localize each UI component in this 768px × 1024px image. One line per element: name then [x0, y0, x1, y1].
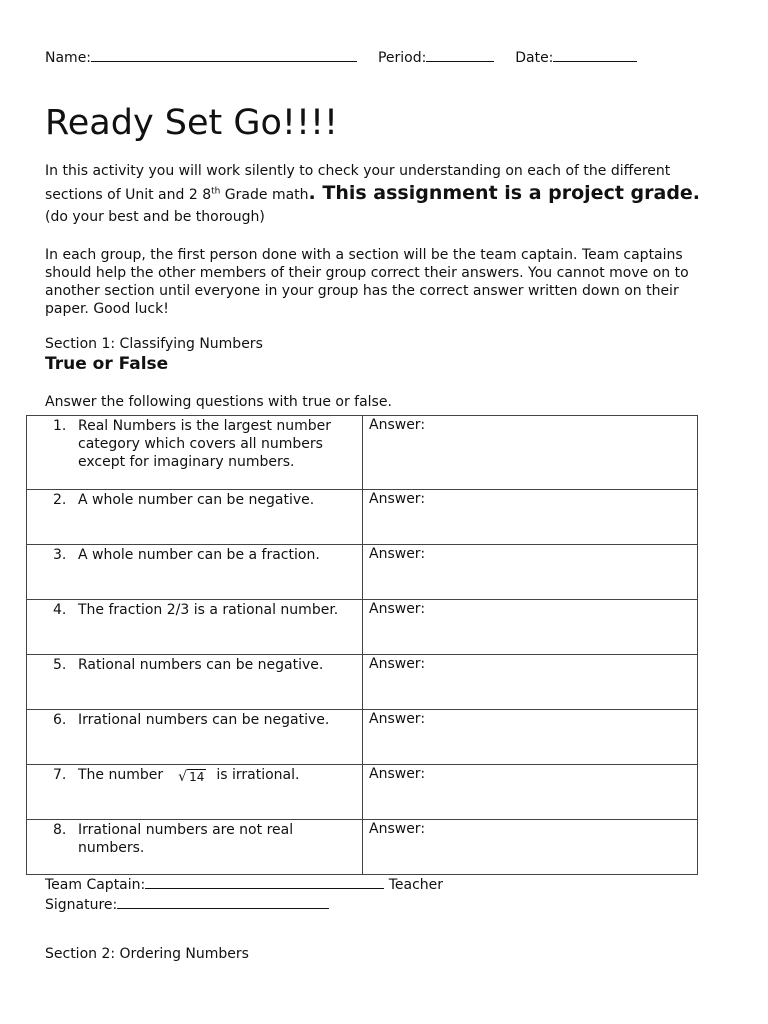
header-fields: [45, 47, 637, 66]
question-text: The fraction 2/3 is a rational number.: [78, 602, 339, 618]
teacher-label: Teacher: [388, 877, 444, 893]
square-root-expression: [178, 768, 206, 786]
question-number: 3.: [53, 547, 67, 563]
intro-paragraph: [45, 160, 725, 228]
team-captain-instructions: In each group, the first person done with a section will be the team captain. Team captains should help the other members of their group correct their answers. You cannot move on to another section until everyone in your group has the correct answer written down on their paper. Good luck!: [45, 247, 689, 317]
radicand: 14: [189, 770, 205, 784]
question-text-before: The number: [78, 767, 164, 783]
answer-label: Answer:: [369, 656, 426, 672]
radical-sign-icon: √: [178, 769, 188, 785]
name-blank[interactable]: [91, 47, 357, 62]
intro-note: (do your best and be thorough): [45, 209, 265, 225]
true-false-table: [26, 415, 698, 875]
answer-cell[interactable]: [363, 765, 698, 820]
table-row: [27, 545, 698, 600]
intro-superscript: th: [211, 186, 221, 197]
question-number: 4.: [53, 602, 67, 618]
project-grade-notice: . This assignment is a project grade.: [308, 182, 701, 204]
name-label: Name:: [45, 50, 92, 66]
question-text: Irrational numbers are not real numbers.: [78, 822, 294, 856]
question-text: A whole number can be negative.: [78, 492, 315, 508]
period-blank[interactable]: [426, 47, 494, 62]
answer-label: Answer:: [369, 546, 426, 562]
table-row: [27, 765, 698, 820]
signature-blank[interactable]: [117, 894, 329, 909]
signature-label: Signature:: [45, 897, 118, 913]
question-number: 6.: [53, 712, 67, 728]
table-row: [27, 416, 698, 490]
section1-instructions: Answer the following questions with true or false.: [45, 394, 392, 410]
team-captain-label: Team Captain:: [45, 877, 146, 893]
question-text: Real Numbers is the largest number category which covers all numbers except for imaginary numbers.: [78, 418, 332, 470]
table-row: [27, 820, 698, 875]
question-text: A whole number can be a fraction.: [78, 547, 320, 563]
answer-label: Answer:: [369, 766, 426, 782]
answer-cell[interactable]: [363, 545, 698, 600]
date-label: Date:: [515, 50, 554, 66]
answer-label: Answer:: [369, 601, 426, 617]
answer-cell[interactable]: [363, 820, 698, 875]
question-number: 5.: [53, 657, 67, 673]
intro-text-1: In this activity you will work silently to check your understanding on each of the different sections of Unit and 2 8: [45, 163, 671, 203]
table-row: [27, 490, 698, 545]
answer-cell[interactable]: [363, 416, 698, 490]
table-row: [27, 710, 698, 765]
answer-label: Answer:: [369, 491, 426, 507]
question-text: Rational numbers can be negative.: [78, 657, 324, 673]
answer-label: Answer:: [369, 711, 426, 727]
team-captain-signature: [45, 874, 695, 914]
table-row: [27, 655, 698, 710]
page-title: Ready Set Go!!!!: [45, 103, 339, 143]
answer-cell[interactable]: [363, 655, 698, 710]
question-text-after: is irrational.: [216, 767, 300, 783]
team-captain-blank[interactable]: [145, 874, 384, 889]
question-number: 2.: [53, 492, 67, 508]
question-number: 1.: [53, 418, 67, 434]
answer-label: Answer:: [369, 821, 426, 837]
answer-cell[interactable]: [363, 600, 698, 655]
date-blank[interactable]: [553, 47, 637, 62]
section1-label: Section 1: Classifying Numbers: [45, 336, 263, 352]
question-text: Irrational numbers can be negative.: [78, 712, 330, 728]
period-label: Period:: [377, 50, 427, 66]
question-text: [78, 766, 356, 786]
section2-label: Section 2: Ordering Numbers: [45, 946, 249, 962]
question-number: 8.: [53, 822, 67, 838]
answer-label: Answer:: [369, 417, 426, 433]
answer-cell[interactable]: [363, 710, 698, 765]
table-row: [27, 600, 698, 655]
intro-text-2: Grade math: [220, 187, 309, 203]
answer-cell[interactable]: [363, 490, 698, 545]
question-number: 7.: [53, 767, 67, 783]
section1-subtitle: True or False: [45, 354, 169, 374]
